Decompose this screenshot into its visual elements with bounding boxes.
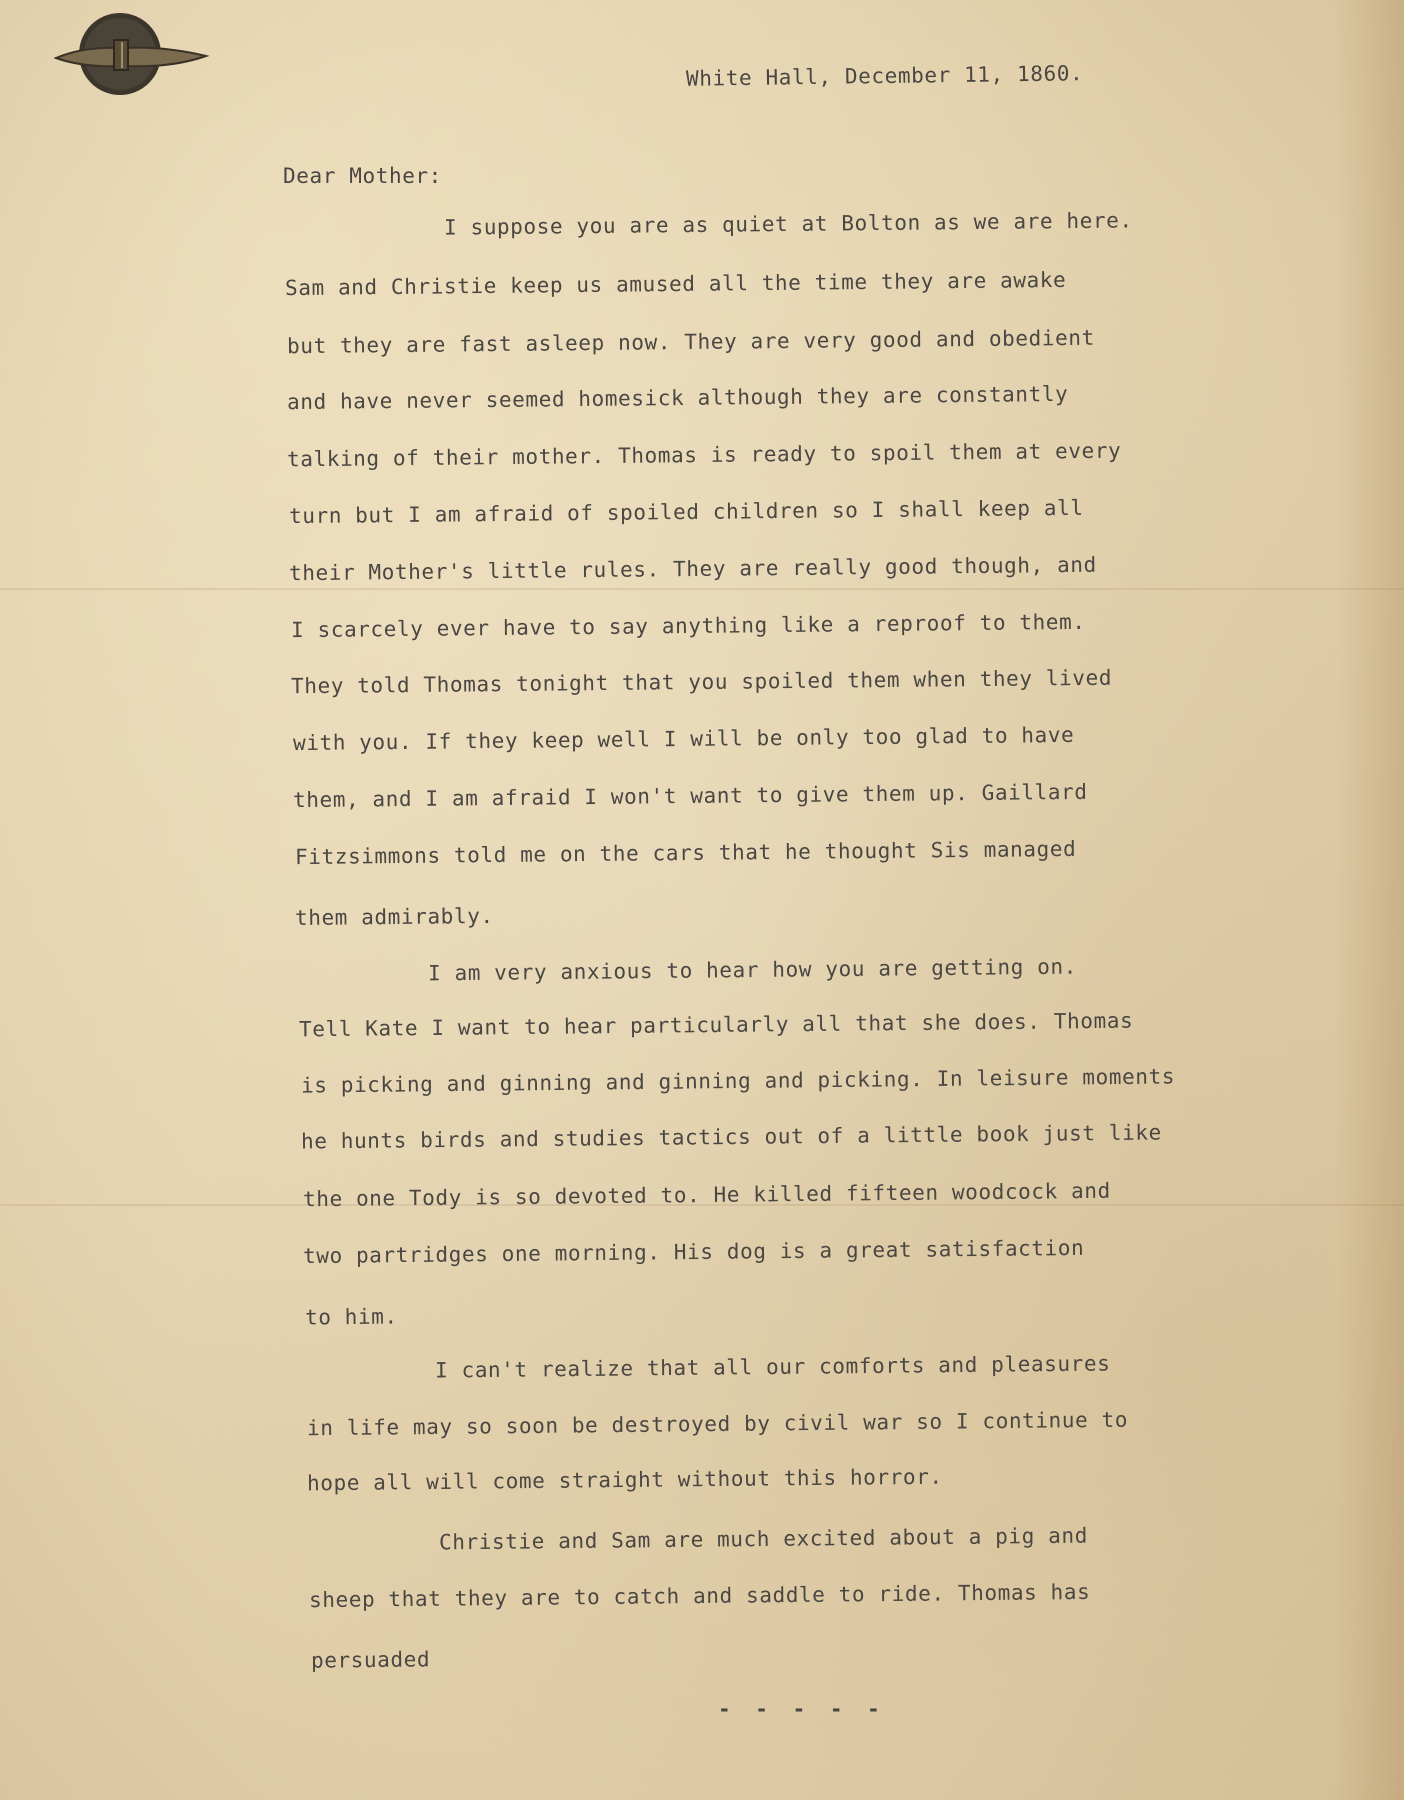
letter-line: their Mother's little rules. They are really good though, and	[288, 552, 1097, 586]
letter-line: them admirably.	[294, 903, 494, 931]
letter-line: Christie and Sam are much excited about a pig and	[438, 1523, 1089, 1555]
letter-line: sheep that they are to catch and saddle to ride. Thomas has	[308, 1579, 1091, 1613]
letter-line: in life may so soon be destroyed by civil war so I continue to	[306, 1407, 1129, 1441]
letter-line: turn but I am afraid of spoiled children so I shall keep all	[288, 495, 1084, 529]
letter-salutation: Dear Mother:	[283, 164, 442, 188]
letter-line: I scarcely ever have to say anything like a reproof to them.	[290, 609, 1086, 643]
letter-line: the one Tody is so devoted to. He killed fifteen woodcock and	[302, 1178, 1111, 1212]
letter-line: is picking and ginning and ginning and picking. In leisure moments	[300, 1064, 1176, 1098]
paper-fastener-icon	[54, 10, 214, 100]
letter-line: them, and I am afraid I won't want to give them up. Gaillard	[292, 779, 1088, 813]
letter-line: but they are fast asleep now. They are very good and obedient	[286, 325, 1095, 359]
letter-line: I am very anxious to hear how you are getting on.	[427, 954, 1078, 986]
letter-dateline: White Hall, December 11, 1860.	[685, 61, 1084, 91]
letter-line: I can't realize that all our comforts and pleasures	[434, 1351, 1111, 1383]
letter-line: talking of their mother. Thomas is ready to spoil them at every	[286, 438, 1122, 472]
letter-line: and have never seemed homesick although they are constantly	[286, 381, 1069, 415]
letter-line: he hunts birds and studies tactics out of a little book just like	[300, 1120, 1162, 1154]
paper-edge-shadow	[1334, 0, 1404, 1800]
letter-line: to him.	[304, 1304, 398, 1330]
letter-line: Fitzsimmons told me on the cars that he thought Sis managed	[294, 836, 1077, 870]
letter-line: They told Thomas tonight that you spoiled them when they lived	[290, 665, 1113, 699]
paper-fold-line	[0, 588, 1404, 590]
letter-line: hope all will come straight without this horror.	[306, 1464, 943, 1496]
page-continuation-mark: - - - - -	[718, 1697, 886, 1721]
letter-line: Sam and Christie keep us amused all the time they are awake	[284, 267, 1067, 301]
letter-line: I suppose you are as quiet at Bolton as we are here.	[443, 208, 1133, 240]
letter-line: with you. If they keep well I will be only too glad to have	[292, 722, 1075, 756]
letter-line: Tell Kate I want to hear particularly all that she does. Thomas	[298, 1008, 1134, 1042]
letter-line: persuaded	[310, 1647, 431, 1673]
letter-line: two partridges one morning. His dog is a great satisfaction	[302, 1235, 1085, 1269]
